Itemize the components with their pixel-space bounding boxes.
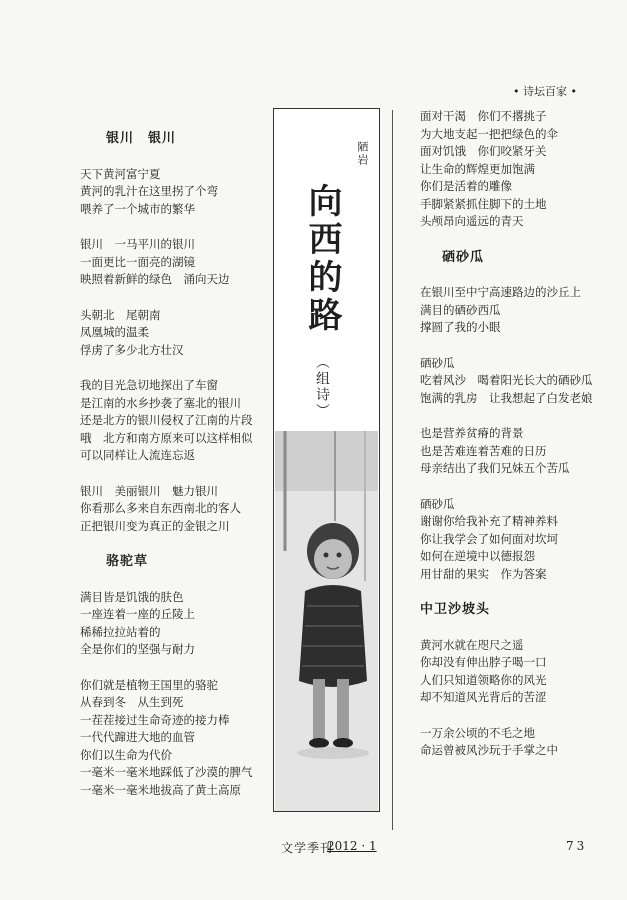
stanza-break — [398, 478, 594, 496]
poem-line: 面对干渴 你们不撂挑子 — [420, 109, 547, 123]
poem-line: 你却没有伸出脖子喝一口 — [420, 655, 547, 669]
poem-line: 黄河水就在咫尺之遥 — [420, 637, 524, 652]
poem-line: 一代代蹿进大地的血管 — [80, 730, 195, 744]
stanza-break — [80, 359, 275, 377]
poem-line: 母亲结出了我们兄妹五个苦瓜 — [420, 461, 570, 475]
poem-line: 硒砂瓜 — [420, 355, 455, 370]
poem-line: 映照着新鲜的绿色 涌向天边 — [80, 272, 230, 286]
poem-line: 天下黄河富宁夏 — [80, 166, 161, 181]
poem-line: 正把银川变为真正的金银之川 — [80, 518, 230, 533]
issue-number: 2012 · 1 — [327, 839, 377, 853]
poem-line: 硒砂瓜 — [420, 496, 455, 511]
page-number: 73 — [566, 839, 588, 853]
poem-yinchuan-body — [80, 166, 275, 536]
poem-line: 你们以生命为代价 — [80, 747, 172, 762]
column-divider — [392, 110, 393, 830]
poem-line: 为大地支起一把把绿色的伞 — [420, 126, 558, 141]
poem-line: 你让我学会了如何面对坎坷 — [420, 531, 558, 546]
poem-line: 头朝北 尾朝南 — [80, 307, 161, 322]
poem-line: 用甘甜的果实 作为答案 — [420, 566, 547, 581]
stanza-break — [398, 407, 594, 425]
poem-title-shapotou: 中卫沙坡头 — [420, 602, 491, 617]
poem-title-yinchuan: 银川 银川 — [106, 131, 177, 146]
right-column — [398, 108, 594, 760]
poem-line: 也是营养贫瘠的背景 — [420, 426, 524, 440]
poem-shapotou-body — [398, 637, 594, 760]
poem-line: 一毫米一毫米地拔高了黄土高原 — [80, 782, 241, 797]
poem-line: 一万余公顷的不毛之地 — [420, 725, 535, 740]
left-column — [80, 130, 275, 799]
poem-line: 你们是活着的雕像 — [420, 179, 512, 193]
poem-line: 一面更比一面亮的湖镜 — [80, 254, 195, 269]
poem-line: 喂养了一个城市的繁华 — [80, 201, 195, 216]
poem-line: 一毫米一毫米地踩低了沙漠的脾气 — [80, 765, 253, 779]
poem-line: 让生命的辉煌更加饱满 — [420, 161, 535, 176]
child-photo — [275, 431, 378, 811]
poem-line: 面对饥饿 你们咬紧牙关 — [420, 144, 547, 158]
poem-line: 吃着风沙 喝着阳光长大的硒砂瓜 — [420, 373, 593, 387]
poem-line: 却不知道风光背后的苦涩 — [420, 690, 547, 704]
stanza-break — [80, 659, 275, 677]
author-name: 陋岩 — [356, 141, 369, 167]
poem-camelgrass-body — [80, 589, 275, 800]
poem-line: 稀稀拉拉站着的 — [80, 624, 161, 639]
stanza-break — [398, 337, 594, 355]
stanza-break — [80, 289, 275, 307]
stanza-break — [80, 218, 275, 236]
poem-line: 谢谢你给我补充了精神养料 — [420, 514, 558, 528]
poem-line: 手脚紧紧抓住脚下的土地 — [420, 196, 547, 211]
poem-line: 哦 北方和南方原来可以这样相似 — [80, 430, 253, 445]
poem-selenium-melon-body — [398, 284, 594, 583]
poem-line: 一茬茬接过生命奇迹的接力棒 — [80, 712, 230, 727]
poem-collection-title: 向西的路 — [302, 183, 342, 335]
poem-camelgrass-continued — [398, 108, 594, 231]
poem-line: 头颅昂向遥远的青天 — [420, 214, 524, 228]
section-label: • 诗坛百家 • — [513, 85, 577, 98]
poem-line: 凤凰城的温柔 — [80, 325, 149, 339]
poem-line: 你看那么多来自东西南北的客人 — [80, 501, 241, 515]
title-block — [273, 108, 380, 812]
poem-line: 也是苦难连着苦难的日历 — [420, 443, 547, 458]
poem-line: 如何在逆境中以德报怨 — [420, 549, 535, 563]
poem-line: 一座连着一座的丘陵上 — [80, 607, 195, 621]
poem-line: 满目的硒砂西瓜 — [420, 302, 501, 317]
poem-line: 满目皆是饥饿的肤色 — [80, 589, 184, 604]
poem-line: 我的目光急切地探出了车窗 — [80, 378, 218, 392]
poem-title-camelgrass: 骆驼草 — [106, 554, 149, 569]
poem-line: 从春到冬 从生到死 — [80, 695, 184, 709]
stanza-break — [420, 707, 594, 725]
poem-line: 人们只知道领略你的风光 — [420, 672, 547, 687]
poem-line: 可以同样让人流连忘返 — [80, 448, 195, 462]
poem-line: 命运曾被风沙玩于手掌之中 — [420, 743, 558, 757]
poem-line: 还是北方的银川侵权了江南的片段 — [80, 413, 253, 427]
poem-line: 是江南的水乡抄袭了塞北的银川 — [80, 395, 241, 410]
poem-line: 你们就是植物王国里的骆驼 — [80, 677, 218, 692]
poem-line: 银川 一马平川的银川 — [80, 237, 195, 251]
poem-line: 全是你们的坚强与耐力 — [80, 642, 195, 656]
poem-collection-subtitle: （组诗） — [314, 355, 330, 419]
poem-line: 俘虏了多少北方壮汉 — [80, 342, 184, 357]
poem-title-selenium-melon: 硒砂瓜 — [442, 249, 485, 265]
poem-line: 黄河的乳汁在这里拐了个弯 — [80, 184, 218, 198]
stanza-break — [80, 465, 275, 483]
poem-line: 在银川至中宁高速路边的沙丘上 — [420, 285, 581, 299]
poem-line: 银川 美丽银川 魅力银川 — [80, 483, 218, 498]
journal-name: 文学季刊 — [281, 841, 334, 855]
poem-line: 撑圆了我的小眼 — [420, 320, 501, 334]
poem-line: 饱满的乳房 让我想起了白发老娘 — [420, 390, 593, 405]
